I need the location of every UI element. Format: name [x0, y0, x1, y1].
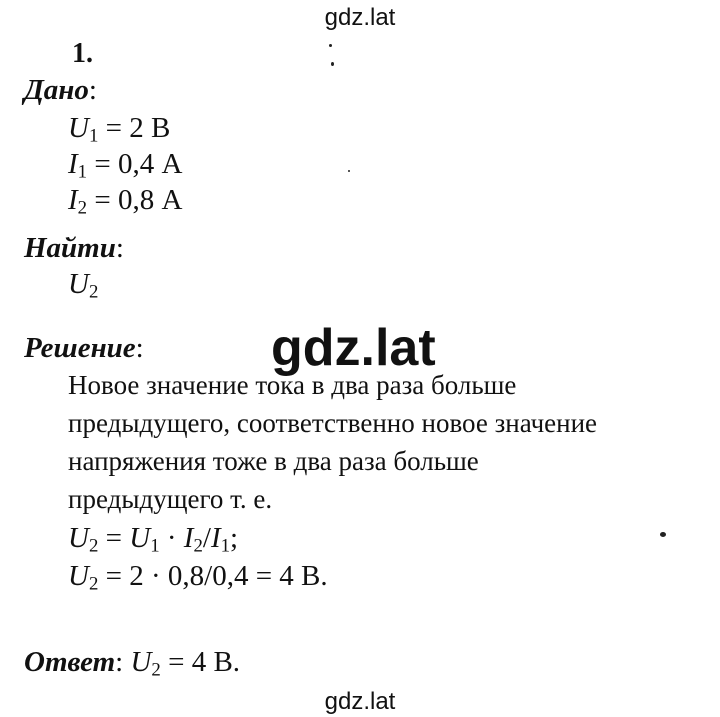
find-item-u2: $U_2$ — [68, 268, 99, 303]
given-heading: Дано: — [24, 74, 97, 106]
solution-heading: Решение: — [24, 332, 144, 364]
watermark-center: gdz.lat — [271, 319, 436, 377]
scan-speck — [348, 170, 350, 172]
answer-heading: Ответ — [24, 646, 116, 678]
solution-formula-1: $U_2 = U_1 \cdot I_2/I_1$; — [68, 522, 239, 557]
solution-text-line-2: предыдущего, соответственно новое значение — [68, 408, 598, 438]
solution-text-line-4: предыдущего т. е. — [68, 484, 273, 514]
given-item-u1: $U_1 = 2$ В — [68, 112, 171, 147]
solution-formula-2: $U_2 = 2 \cdot 0,8/0,4 = 4$ В. — [68, 560, 328, 595]
solution-text-line-1: Новое значение тока в два раза больше — [68, 370, 517, 400]
scan-speck — [329, 44, 332, 47]
solution-text-line-3: напряжения тоже в два раза больше — [68, 446, 479, 476]
given-item-i2: $I_2 = 0,8$ А — [68, 184, 183, 219]
watermark-top: gdz.lat — [324, 4, 396, 31]
find-heading: Найти: — [24, 232, 124, 264]
problem-number: 1. — [72, 38, 93, 69]
given-item-i1: $I_1 = 0,4$ А — [68, 148, 183, 183]
watermark-bottom: gdz.lat — [324, 688, 396, 715]
scan-speck — [660, 532, 666, 537]
answer-line: Ответ: $U_2 = 4$ В. — [24, 646, 241, 681]
scan-speck — [331, 62, 334, 66]
